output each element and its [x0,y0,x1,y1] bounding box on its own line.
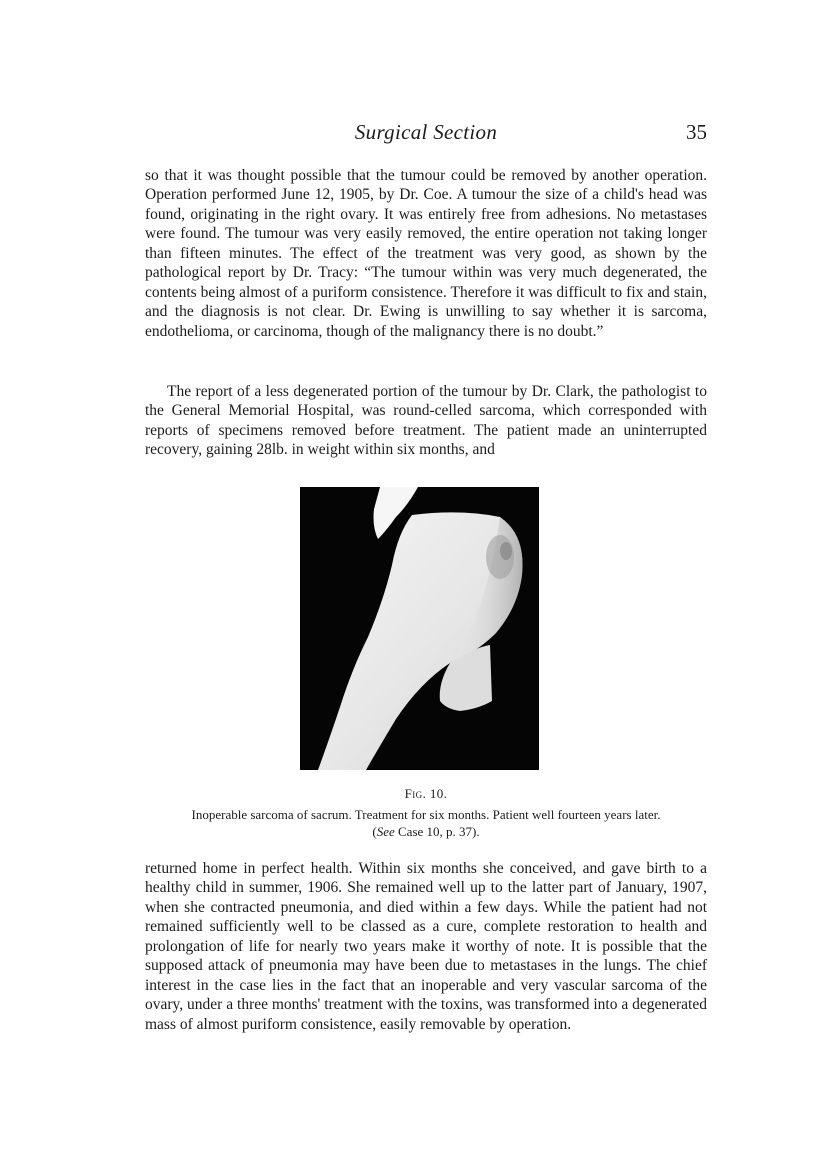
caption-see-italic: See [376,824,395,839]
paragraph-pathology-report: The report of a less degenerated portion of the tumour by Dr. Clark, the pathologist to the General Memorial Hospital, was round-celled sarcoma, which corresponded with reports of specimens removed before treatment. The patient made an uninterrupted recovery, gaining 28lb. in weight within six months, and [145,383,707,459]
running-head [145,120,707,150]
leg-photograph-illustration [300,487,539,770]
tumour-shadow [500,542,512,560]
paragraph-continuation: so that it was thought possible that the tumour could be removed by another operation. Operation performed June 12, 1905, by Dr. Coe. A tumour the size of a child's head was found, originating in the right ovary. It was entirely free from adhesions. No metastases were found. The tumour was very easily removed, the entire operation not taking longer than fifteen minutes. The effect of the treatment was very good, as shown by the pathological report by Dr. Tracy: “The tumour within was very much degenerated, the contents being almost of a puriform consistence. Therefore it was difficult to fix and stain, and the diagnosis is not clear. Dr. Ewing is unwilling to say whether it is sarcoma, endothelioma, or carcinoma, though of the malignancy there is no doubt.” [145,167,707,340]
paragraph-outcome: returned home in perfect health. Within six months she conceived, and gave birth to a healthy child in summer, 1906. She remained well up to the latter part of January, 1907, when she contracted pneumonia, and died within a few days. While the patient had not remained sufficiently well to be classed as a cure, complete restoration to health and prolongation of life for nearly two years make it worthy of note. It is possible that the supposed attack of pneumonia may have been due to metastases in the lungs. The chief interest in the case lies in the fact that an inoperable and very vascular sarcoma of the ovary, under a three months' treatment with the toxins, was transformed into a degenerated mass of almost puriform consistence, easily removable by operation. [145,860,707,1033]
figure-10-photograph [300,487,539,770]
caption-reference: Case 10, p. 37). [394,824,480,839]
figure-caption [180,806,672,840]
caption-text: Inoperable sarcoma of sacrum. Treatment for six months. Patient well fourteen years later. ( [191,807,661,839]
figure-label: Fig. 10. [404,786,448,801]
section-title: Surgical Section [354,120,498,144]
page-number: 35 [686,120,707,144]
